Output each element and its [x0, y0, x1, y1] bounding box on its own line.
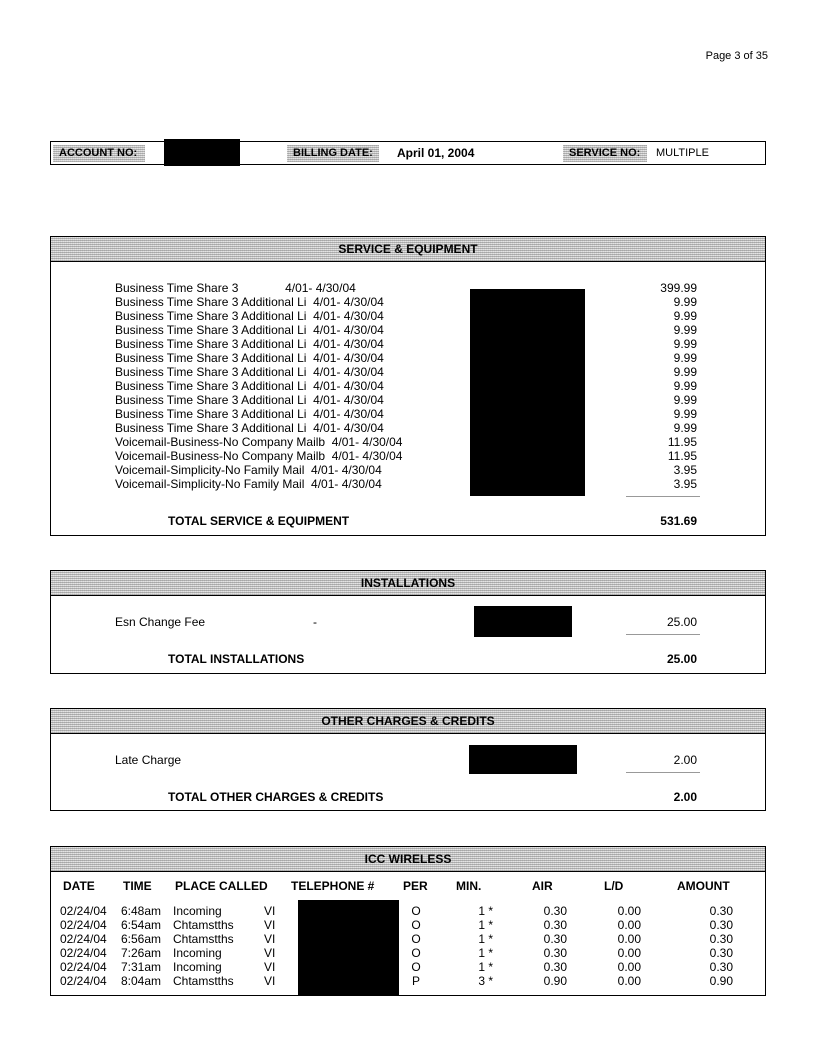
call-time: 7:26am — [121, 946, 162, 960]
call-state: VI — [264, 904, 276, 918]
call-date: 02/24/04 — [60, 918, 107, 932]
call-place: Chtamstths — [173, 932, 234, 946]
col-header-min: MIN. — [456, 879, 482, 893]
call-minutes: 1 * — [478, 932, 493, 946]
service-line-amount: 9.99 — [673, 351, 697, 365]
other-charges-total-amount: 2.00 — [673, 790, 697, 804]
installations-total-amount: 25.00 — [666, 652, 697, 666]
col-header-time: TIME — [123, 879, 152, 893]
icc-wireless-title: ICC WIRELESS — [51, 847, 765, 872]
installations-section — [50, 570, 766, 674]
call-place: Chtamstths — [173, 918, 234, 932]
call-minutes: 1 * — [478, 960, 493, 974]
call-ld: 0.00 — [617, 918, 641, 932]
call-ld: 0.00 — [617, 904, 641, 918]
call-date: 02/24/04 — [60, 974, 107, 988]
service-line-desc: Business Time Share 3 Additional Li 4/01- 4/30/04 — [115, 351, 384, 365]
call-amount: 0.90 — [709, 974, 733, 988]
service-line-amount: 9.99 — [673, 421, 697, 435]
call-minutes: 1 * — [478, 904, 493, 918]
service-line-desc: Business Time Share 3 Additional Li 4/01- 4/30/04 — [115, 323, 384, 337]
call-place: Incoming — [173, 960, 222, 974]
service-line-amount: 9.99 — [673, 323, 697, 337]
other-charges-section — [50, 708, 766, 811]
call-per: P — [411, 974, 420, 988]
service-line-desc: Business Time Share 3 Additional Li 4/01- 4/30/04 — [115, 365, 384, 379]
service-line-desc: Business Time Share 3 Additional Li 4/01- 4/30/04 — [115, 379, 384, 393]
service-line-amount: 11.95 — [667, 449, 697, 463]
service-equipment-title: SERVICE & EQUIPMENT — [51, 237, 765, 262]
service-line-amount: 9.99 — [673, 379, 697, 393]
call-place: Incoming — [173, 946, 222, 960]
service-line-desc: Voicemail-Business-No Company Mailb 4/01- 4/30/04 — [115, 435, 403, 449]
page-number: Page 3 of 35 — [705, 50, 768, 62]
other-charge-item-desc: Late Charge — [115, 753, 182, 767]
call-amount: 0.30 — [709, 918, 733, 932]
service-number-value: MULTIPLE — [656, 147, 709, 159]
service-line-desc: Voicemail-Business-No Company Mailb 4/01- 4/30/04 — [115, 449, 403, 463]
service-equipment-section — [50, 236, 766, 536]
col-header-amount: AMOUNT — [677, 879, 730, 893]
call-place: Incoming — [173, 904, 222, 918]
billing-date-value: April 01, 2004 — [397, 146, 475, 160]
installations-total-label: TOTAL INSTALLATIONS — [168, 652, 305, 666]
service-line-amount: 9.99 — [673, 393, 697, 407]
call-amount: 0.30 — [709, 932, 733, 946]
col-header-per: PER — [403, 879, 428, 893]
call-ld: 0.00 — [617, 974, 641, 988]
service-line-desc: Business Time Share 3 Additional Li 4/01- 4/30/04 — [115, 295, 384, 309]
account-number-label: ACCOUNT NO: — [53, 145, 145, 162]
service-line-amount: 9.99 — [673, 295, 697, 309]
col-header-date: DATE — [63, 879, 95, 893]
installation-item-period: - — [313, 615, 317, 629]
service-line-desc: Business Time Share 3 Additional Li 4/01- 4/30/04 — [115, 407, 384, 421]
service-line-amount: 9.99 — [673, 365, 697, 379]
call-state: VI — [264, 974, 276, 988]
installations-title: INSTALLATIONS — [51, 571, 765, 596]
call-ld: 0.00 — [617, 946, 641, 960]
call-per: O — [411, 932, 421, 946]
service-total-amount: 531.69 — [660, 514, 697, 528]
service-line-amount: 11.95 — [667, 435, 697, 449]
call-per: O — [411, 960, 421, 974]
call-state: VI — [264, 918, 276, 932]
col-header-ld: L/D — [604, 879, 624, 893]
service-line-desc: Business Time Share 3 Additional Li 4/01- 4/30/04 — [115, 309, 384, 323]
call-per: O — [411, 904, 421, 918]
other-charge-subtotal-rule — [626, 772, 700, 773]
call-air: 0.30 — [543, 960, 567, 974]
service-line-desc: Business Time Share 3 4/01- 4/30/04 — [115, 281, 356, 295]
call-amount: 0.30 — [709, 904, 733, 918]
call-state: VI — [264, 946, 276, 960]
call-date: 02/24/04 — [60, 904, 107, 918]
col-header-place: PLACE CALLED — [175, 879, 268, 893]
installation-item-amount: 25.00 — [666, 615, 697, 629]
call-date: 02/24/04 — [60, 932, 107, 946]
other-charges-title: OTHER CHARGES & CREDITS — [51, 709, 765, 734]
col-header-telephone: TELEPHONE # — [291, 879, 375, 893]
installation-item-desc: Esn Change Fee — [115, 615, 206, 629]
call-state: VI — [264, 932, 276, 946]
call-air: 0.90 — [543, 974, 567, 988]
call-amount: 0.30 — [709, 960, 733, 974]
service-number-label: SERVICE NO: — [563, 145, 647, 162]
service-line-desc: Business Time Share 3 Additional Li 4/01- 4/30/04 — [115, 337, 384, 351]
service-total-label: TOTAL SERVICE & EQUIPMENT — [168, 514, 350, 528]
service-redacted-block — [470, 289, 585, 496]
billing-date-label: BILLING DATE: — [287, 145, 379, 162]
service-line-amount: 3.95 — [673, 463, 697, 477]
call-air: 0.30 — [543, 918, 567, 932]
call-air: 0.30 — [543, 904, 567, 918]
service-line-desc: Business Time Share 3 Additional Li 4/01- 4/30/04 — [115, 393, 384, 407]
other-charges-total-label: TOTAL OTHER CHARGES & CREDITS — [168, 790, 384, 804]
call-amount: 0.30 — [709, 946, 733, 960]
call-place: Chtamstths — [173, 974, 234, 988]
call-time: 6:54am — [121, 918, 162, 932]
service-line-desc: Business Time Share 3 Additional Li 4/01- 4/30/04 — [115, 421, 384, 435]
installation-redacted-block — [474, 606, 572, 637]
call-date: 02/24/04 — [60, 946, 107, 960]
call-minutes: 1 * — [478, 946, 493, 960]
other-charge-redacted-block — [469, 745, 577, 774]
other-charge-item-amount: 2.00 — [673, 753, 697, 767]
col-header-air: AIR — [532, 879, 553, 893]
call-state: VI — [264, 960, 276, 974]
account-info-bar — [50, 141, 766, 165]
call-ld: 0.00 — [617, 960, 641, 974]
service-line-amount: 9.99 — [673, 337, 697, 351]
call-ld: 0.00 — [617, 932, 641, 946]
service-line-amount: 9.99 — [673, 309, 697, 323]
service-line-amount: 399.99 — [660, 281, 697, 295]
call-air: 0.30 — [543, 932, 567, 946]
call-time: 6:56am — [121, 932, 162, 946]
service-subtotal-rule — [626, 496, 700, 497]
call-time: 6:48am — [121, 904, 162, 918]
installation-subtotal-rule — [626, 634, 700, 635]
service-line-amount: 9.99 — [673, 407, 697, 421]
icc-telephone-redacted-block — [298, 900, 399, 995]
call-air: 0.30 — [543, 946, 567, 960]
service-line-desc: Voicemail-Simplicity-No Family Mail 4/01- 4/30/04 — [115, 477, 382, 491]
call-date: 02/24/04 — [60, 960, 107, 974]
icc-wireless-section — [50, 846, 766, 996]
call-minutes: 3 * — [478, 974, 493, 988]
service-line-desc: Voicemail-Simplicity-No Family Mail 4/01- 4/30/04 — [115, 463, 382, 477]
call-per: O — [411, 946, 421, 960]
service-line-amount: 3.95 — [673, 477, 697, 491]
account-number-redacted — [164, 139, 240, 166]
call-minutes: 1 * — [478, 918, 493, 932]
call-time: 7:31am — [121, 960, 162, 974]
call-time: 8:04am — [121, 974, 162, 988]
call-per: O — [411, 918, 421, 932]
